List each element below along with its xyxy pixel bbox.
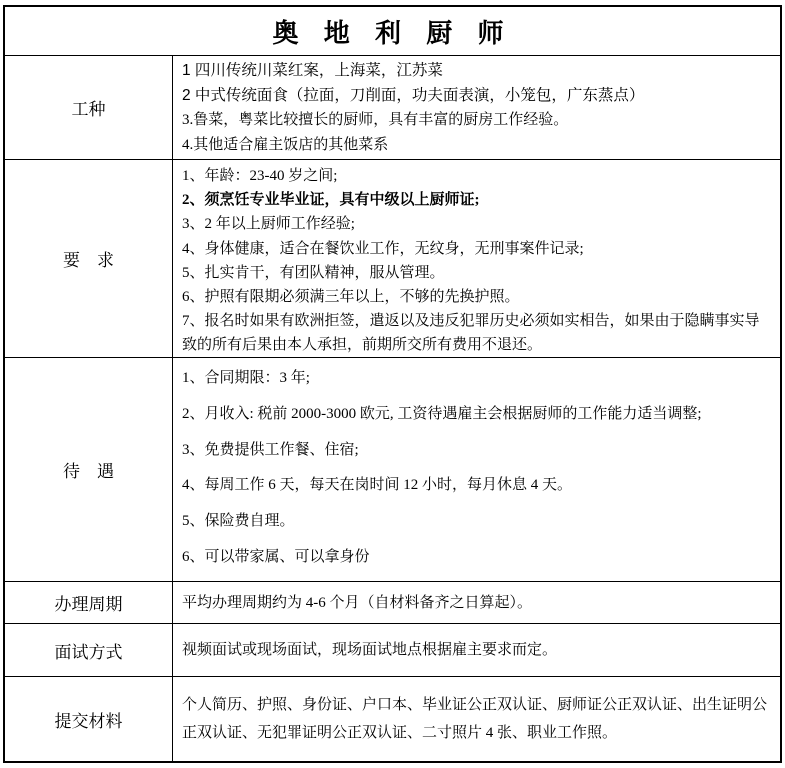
content-line: 3.鲁菜，粤菜比较擅长的厨师，具有丰富的厨房工作经验。 xyxy=(182,112,569,128)
content-line: 平均办理周期约为 4-6 个月（自材料备齐之日算起）。 xyxy=(182,594,532,611)
table-row-processing-period xyxy=(5,582,780,624)
table-row-job-type xyxy=(5,56,780,160)
content-line: 4、每周工作 6 天，每天在岗时间 12 小时，每月休息 4 天。 xyxy=(182,477,573,494)
row-label-interview-method: 面试方式 xyxy=(5,624,173,676)
row-content-processing-period xyxy=(173,582,780,623)
table-row-benefits xyxy=(5,358,780,582)
content-line: 2、月收入: 税前 2000-3000 欧元, 工资待遇雇主会根据厨师的工作能力适当调整; xyxy=(182,405,702,422)
table-row-requirements xyxy=(5,160,780,358)
content-line: 个人简历、护照、身份证、户口本、毕业证公正双认证、厨师证公正双认证、出生证明公正双认证、无犯罪证明公正双认证、二寸照片 4 张、职业工作照。 xyxy=(182,697,768,741)
content-line: 1、年龄：23-40 岁之间; xyxy=(182,168,338,184)
table-row-interview-method xyxy=(5,624,780,677)
row-content-job-type xyxy=(173,56,780,159)
row-content-interview-method xyxy=(173,624,780,676)
content-line: 5、扎实肯干，有团队精神，服从管理。 xyxy=(182,264,445,281)
title-row xyxy=(5,7,780,56)
content-line: 2、须烹饪专业毕业证，具有中级以上厨师证; xyxy=(182,192,480,209)
row-label-job-type: 工种 xyxy=(5,56,173,159)
content-line: 7、报名时如果有欧洲拒签，遣返以及违反犯罪历史必须如实相告，如果由于隐瞒事实导致的所有后果由本人承担，前期所交所有费用不退还。 xyxy=(182,313,760,354)
content-line: 4、身体健康，适合在餐饮业工作，无纹身，无刑事案件记录; xyxy=(182,240,584,257)
content-line: 1、合同期限：3 年; xyxy=(182,369,310,386)
row-label-processing-period: 办理周期 xyxy=(5,582,173,623)
content-line: 1 四川传统川菜红案，上海菜，江苏菜 xyxy=(182,62,443,79)
job-posting-table xyxy=(3,5,782,763)
content-line: 3、2 年以上厨师工作经验; xyxy=(182,216,355,233)
row-label-requirements: 要 求 xyxy=(5,160,173,357)
content-line: 2 中式传统面食（拉面，刀削面，功夫面表演，小笼包，广东蒸点） xyxy=(182,87,645,104)
content-line: 4.其他适合雇主饭店的其他菜系 xyxy=(182,137,389,153)
page-title: 奥 地 利 厨 师 xyxy=(272,17,513,48)
content-line: 6、可以带家属、可以拿身份 xyxy=(182,549,370,566)
content-line: 视频面试或现场面试，现场面试地点根据雇主要求而定。 xyxy=(182,642,558,658)
row-content-submission-materials xyxy=(173,677,780,761)
content-line: 3、免费提供工作餐、住宿; xyxy=(182,441,359,458)
row-content-requirements xyxy=(173,160,780,357)
row-label-submission-materials: 提交材料 xyxy=(5,677,173,761)
table-row-submission-materials xyxy=(5,677,780,761)
row-label-benefits: 待 遇 xyxy=(5,358,173,581)
content-line: 6、护照有限期必须满三年以上，不够的先换护照。 xyxy=(182,289,520,306)
row-content-benefits xyxy=(173,358,780,581)
content-line: 5、保险费自理。 xyxy=(182,513,295,530)
